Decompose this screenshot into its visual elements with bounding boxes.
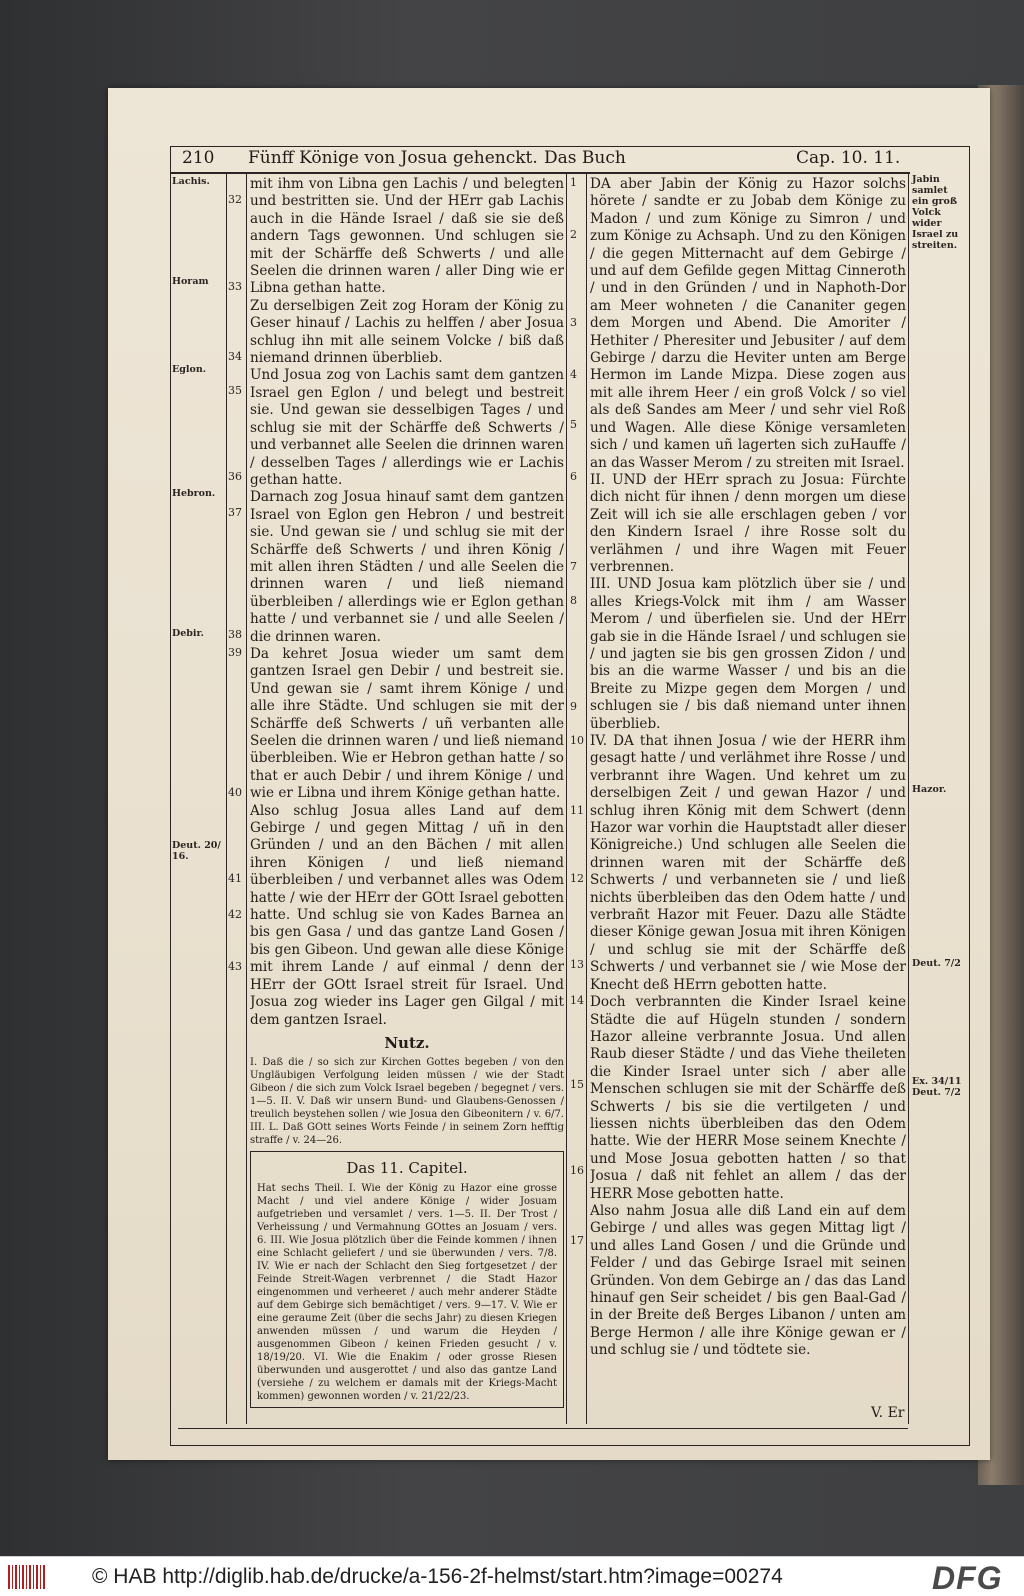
verse-number: 33 (228, 280, 242, 293)
verse-number: 17 (570, 1234, 584, 1247)
chapter-summary-box (250, 1151, 564, 1407)
verse-number: 15 (570, 1078, 584, 1091)
source-credit-link[interactable]: © HAB http://diglib.hab.de/drucke/a-156-2f-helmst/start.htm?image=00274 (92, 1565, 783, 1588)
center-rule-left (566, 174, 567, 1424)
verse-number: 41 (228, 872, 242, 885)
verse-text: II. UND der HErr sprach zu Josua: Fürchte dich nicht für ihnen / denn morgen um diese Zeit will ich sie alle erschlagen geben / vor den Kindern Israel / ihre Rosse solt du verlähmen / und ihre Wagen mit Feuer verbrennen. (590, 471, 906, 575)
verse-text: Also nahm Josua alle diß Land ein auf dem Gebirge / und alles was gegen Mittag ligt / und alles Land Gosen / und die Gründe und Felder / und das Gebirge Israel mit seinen Gründen. Von dem Gebirge an / das das Land hinauf gen Seir scheidet / bis gen Baal-Gad / in der Breite deß Berges Libanon / unten am Berge Hermon / alle ihre Könige gewan er / und schlug sie / und tödtete sie. (590, 1202, 906, 1359)
running-title: Fünff Könige von Josua gehenckt. (248, 148, 538, 168)
verse-number: 10 (570, 734, 584, 747)
margin-note: Jabin samlet ein groß Volck wider Israel zu streiten. (912, 174, 959, 251)
verse-number: 5 (570, 418, 577, 431)
verse-text: Zu derselbigen Zeit zog Horam der König zu Geser hinauf / Lachis zu helffen / aber Josua schlug ihn mit alle seinem Volcke / biß daß niemand drinnen überblieb. (250, 297, 564, 367)
verse-number: 16 (570, 1164, 584, 1177)
left-text-column (250, 176, 564, 1411)
margin-note: Debir. (172, 628, 204, 639)
verse-number: 34 (228, 350, 242, 363)
verse-number: 35 (228, 384, 242, 397)
verse-number: 6 (570, 470, 577, 483)
chapter-label: Cap. 10. 11. (796, 148, 901, 168)
margin-note: Eglon. (172, 364, 207, 375)
margin-note: Deut. 7/2 (912, 958, 961, 969)
book-title: Das Buch (544, 148, 626, 168)
verse-number: 14 (570, 994, 584, 1007)
right-margin-rule (908, 174, 909, 1424)
chapter-title: Das 11. Capitel. (346, 1159, 468, 1178)
verse-text: Darnach zog Josua hinauf samt dem gantzen Israel von Eglon gen Hebron / und bestreit sie. Und gewan sie / und schlug sie mit der Schärffe deß Schwerts / und ihren König / mit allen ihren Städten / und alle Seelen die drinnen waren / und ließ niemand überbleiben / allerdings wie er Eglon gethan hatte / und verbannet sie / und alle Seelen / die drinnen waren. (250, 489, 564, 645)
verse-number: 1 (570, 176, 577, 189)
center-rule-right (586, 174, 587, 1424)
verse-number: 38 (228, 628, 242, 641)
verse-text: mit ihm von Libna gen Lachis / und belegten und bestritten sie. Und der HErr gab Lachis auch in die Hände Israel / daß sie sie deß andern Tags gewonnen. Und schlugen sie mit der Schärffe deß Schwerts / und alle Seelen die drinnen waren / aller Ding wie er Libna gethan hatte. (250, 176, 564, 297)
verse-number: 40 (228, 786, 242, 799)
verse-number: 2 (570, 228, 577, 241)
margin-note: Hebron. (172, 488, 216, 499)
verse-text: IV. DA that ihnen Josua / wie der HERR ihm gesagt hatte / und verlähmet ihre Rosse / und verbrannt ihre Wagen. Und kehret um zu derselbigen Zeit / und gewan Hazor / und schlug ihren König mit dem Schwert (denn Hazor war vorhin die Hauptstadt aller dieser Königreiche.) Und schlugen alle Seelen die drinnen waren mit der Schärffe deß Schwerts / und verbanneten sie / und ließ nichts überbleiben das den Odem hatte / und verbrañt Hazor mit Feuer. Dazu alle Städte dieser Könige gewan Josua mit ihren Königen / und schlug sie mit der Schärffe deß Schwerts / und verbannet sie / wie Mose der Knecht deß HErrn gebotten hatte. (590, 733, 906, 993)
verse-number: 39 (228, 646, 242, 659)
verse-number: 32 (228, 193, 242, 206)
margin-note: Hazor. (912, 784, 947, 795)
nutz-text: I. Daß die / so sich zur Kirchen Gottes begeben / von den Ungläubigen Verfolgung leiden müssen / wie der Stadt Gibeon / die sich zum Volck Israel begeben / begegnet / vers. 1—5. II. V. Daß wir unsern Bund- und Glaubens-Genossen / treulich beystehen sollen / wie Josua den Gibeonitern / v. 6/7. III. L. Daß GOtt seines Worts Feinde / in seinem Zorn hefftig straffe / v. 24—26. (250, 1057, 564, 1147)
verse-number: 43 (228, 960, 242, 973)
verse-number: 36 (228, 470, 242, 483)
page-number: 210 (182, 148, 215, 168)
verse-number: 13 (570, 958, 584, 971)
verse-number: 37 (228, 506, 242, 519)
verse-text: Da kehret Josua wieder um samt dem gantzen Israel gen Debir / und bestreit sie. Und gewan sie / samt ihrem Könige / und alle ihre Städte. Und schlugen sie mit der Schärffe deß Schwerts / uñ verbanten alle Seelen die drinnen waren / und ließ niemand überbleiben. Wie er Hebron gethan hatte / so that er auch Debir / und ihrem Könige / und wie er Libna und ihrem Könige gethan hatte. (250, 645, 564, 802)
verse-number: 8 (570, 594, 577, 607)
viewer-footer (0, 1556, 1024, 1596)
margin-note: Deut. 20/ 16. (172, 840, 221, 862)
verse-number: 42 (228, 908, 242, 921)
verse-text: DA aber Jabin der König zu Hazor solchs hörete / sandte er zu Jobab dem Könige zu Madon / und zum Könige zu Simron / und zum Könige zu Achsaph. Und zu den Königen / die gegen Mitternacht auf dem Gebirge / und auf dem Gefilde gegen Mittag Cinneroth / und in den Gründen / und in Naphoth-Dor am Meer wohneten / die Cananiter gegen dem Morgen und Abend. Die Amoriter / Hethiter / Pheresiter und Jebusiter / auf dem Gebirge / darzu die Heviter unten am Berge Hermon im Lande Mizpa. Diese zogen aus mit alle ihrem Heer / ein groß Volck / so viel als deß Sandes am Meer / und sehr viel Roß und Wagen. Alle diese Könige versamleten sich / und kamen uñ lagerten sich zuHauffe / an das Wasser Merom / zu streiten mit Israel. (590, 176, 906, 471)
verse-text: Doch verbrannten die Kinder Israel keine Städte die auf Hügeln stunden / sondern Hazor alleine verbrannte Josua. Und allen Raub dieser Städte / und das Viehe theileten die Kinder Israel unter sich / aber alle Menschen schlugen sie mit der Schärffe deß Schwerts / bis sie die vertilgeten / und liessen nichts überbleiben das den Odem hatte. Wie der HERR Mose seinem Knechte / und Mose Josua gebotten hatten / so that Josua / daß nit fehlet an allem / das der HERR Mose gebotten hatte. (590, 994, 906, 1202)
margin-note: Lachis. (172, 176, 210, 187)
margin-note: Ex. 34/11 Deut. 7/2 (912, 1076, 962, 1098)
right-text-column (590, 176, 906, 1406)
verse-text: III. UND Josua kam plötzlich über sie / und alles Kriegs-Volck mit ihm / am Wasser Merom / und überfielen sie. Und der HErr gab sie in die Hände Israel / und schlugen sie / und jagten sie bis gen grossen Zidon / und bis an die warme Wasser / und bis an die Breite zu Mizpe gegen dem Morgen / und schlugen sie / bis daß niemand unter ihnen überblieb. (590, 576, 906, 732)
chapter-summary: Hat sechs Theil. I. Wie der König zu Hazor eine grosse Macht / und viel andere Könige / wider Josuam aufgetrieben und versamlet / vers. 1—5. II. Der Trost / Verheissung / und Vermahnung GOttes an Josuam / vers. 6. III. Wie Josua plötzlich über die Feinde kommen / ihnen eine Schlacht geliefert / und sie überwunden / vers. 7/8. IV. Wie er nach der Schlacht den Sieg fortgesetzet / der Feinde Streit-Wagen verbrennet / die Stadt Hazor eingenommen und verheeret / auch mehr anderer Städte auf dem Gebirge sich bemächtiget / vers. 9—17. V. Wie er eine geraume Zeit (über die sechs Jahr) zu diesen Kriegen anwenden müssen / und warum die Heyden / ausgenommen Gibeon / keinen Frieden gesucht / v. 18/19/20. VI. Wie die Enakim / oder grosse Riesen überwunden und ausgerottet / und also das gantze Land (versiehe / zu welchem er damals mit der Kriegs-Macht kommen) gewonnen worden / v. 21/22/23. (257, 1182, 557, 1402)
left-verse-rule (246, 174, 247, 1424)
header-rule (170, 172, 910, 174)
hab-logo-icon (8, 1565, 46, 1589)
bottom-rule (178, 1428, 908, 1429)
margin-note: Horam (172, 276, 209, 287)
verse-number: 4 (570, 368, 577, 381)
catchword: V. Er (871, 1405, 905, 1421)
dfg-logo: DFG (932, 1560, 1003, 1596)
verse-text: Also schlug Josua alles Land auf dem Gebirge / und gegen Mittag / uñ in den Gründen / und an den Bächen / mit allen ihren Königen / und ließ niemand überbleiben / und verbannet alles was Odem hatte / wie der HErr der GOtt Israel gebotten hatte. Und schlug sie von Kades Barnea an bis gen Gasa / und das gantze Land Gosen / bis gen Gibeon. Und gewan alle diese Könige mit ihrem Lande / auf einmal / denn der HErr der GOtt Israel streit für Israel. Und Josua zog wieder ins Lager gen Gilgal / mit dem gantzen Israel. (250, 802, 564, 1028)
verse-number: 12 (570, 872, 584, 885)
verse-number: 11 (570, 804, 584, 817)
verse-number: 9 (570, 700, 577, 713)
verse-number: 3 (570, 316, 577, 329)
left-margin-rule (226, 174, 227, 1424)
verse-number: 7 (570, 560, 577, 573)
page-header (178, 146, 908, 170)
nutz-heading: Nutz. (384, 1033, 430, 1052)
verse-text: Und Josua zog von Lachis samt dem gantzen Israel gen Eglon / und belegt und bestreit sie. Und gewan sie desselbigen Tages / und schlug sie mit der Schärffe deß Schwerts / und verbannet alle Seelen die drinnen waren / desselben Tages / allerdings wie er Lachis gethan hatte. (250, 367, 564, 488)
book-page (108, 88, 990, 1460)
